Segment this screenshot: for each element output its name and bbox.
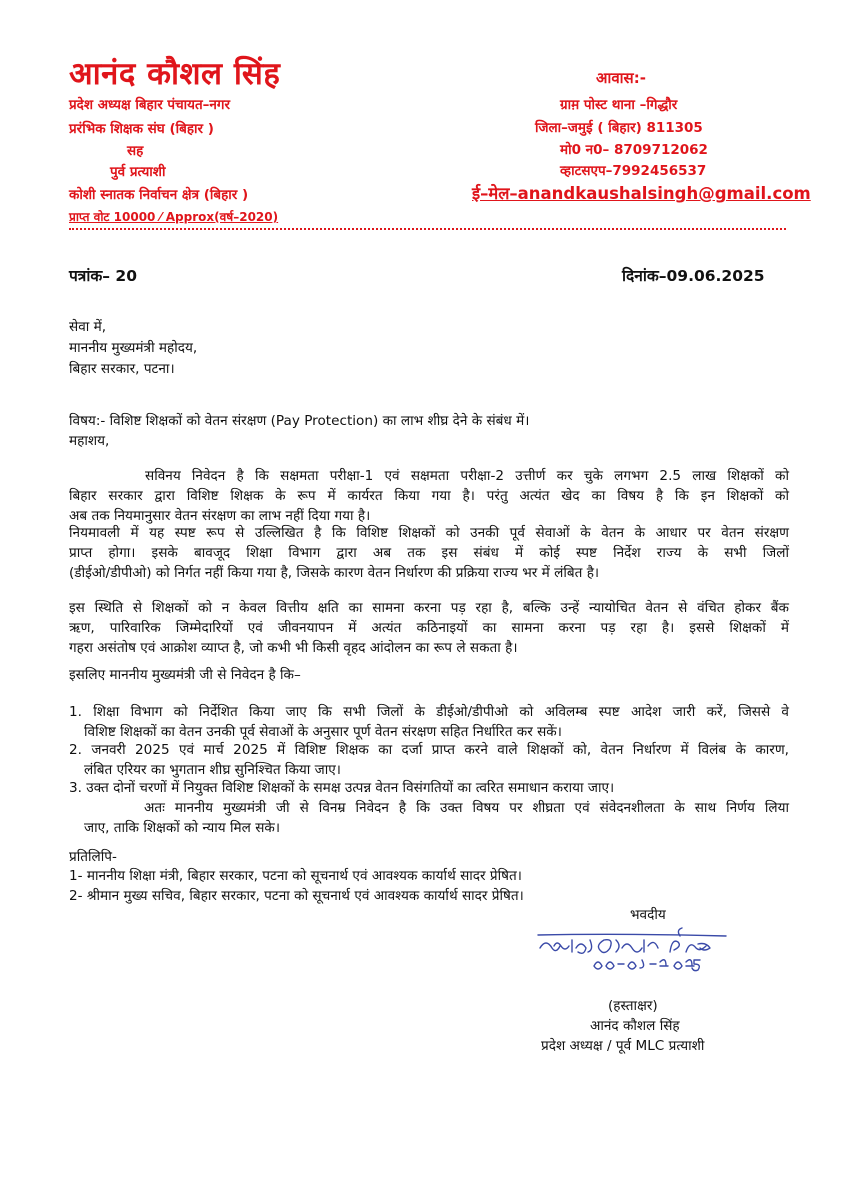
copy-line-2: 2- श्रीमान मुख्य सचिव, बिहार सरकार, पटना को सूचनार्थ एवं आवश्यक कार्यार्थ सादर प्रेषित। (69, 888, 524, 904)
copy-label: प्रतिलिपि- (69, 849, 117, 865)
letterhead-designation-line-1: प्रदेश अध्यक्ष बिहार पंचायत–नगर (69, 97, 231, 113)
signatory-name: आनंद कौशल सिंह (590, 1018, 680, 1034)
letterhead-designation-line-4: पुर्व प्रत्याशी (110, 164, 166, 180)
addressee-line-2: माननीय मुख्यमंत्री महोदय, (69, 340, 198, 356)
signature-headline-stroke (538, 934, 726, 936)
paragraph-2-line: प्राप्त होगा। इसके बावजूद शिक्षा विभाग द्वारा अब तक इस संबंध में कोई स्पष्ट निर्देश राज्य के सभी जिलों (69, 545, 789, 561)
letterhead-designation-line-2: प्ररंभिक शिक्षक संघ (बिहार ) (69, 121, 214, 137)
email-address: ई–मेल–anandkaushalsingh@gmail.com (472, 184, 811, 203)
request-point-line: विशिष्ट शिक्षकों का वेतन उनकी पूर्व सेवाओं के अनुसार पूर्ण वेतन संरक्षण सहित निर्धारित कर सकें। (84, 724, 562, 740)
letterhead-name: आनंद कौशल सिंह (69, 56, 281, 92)
request-point-line: लंबित एरियर का भुगतान शीघ्र सुनिश्चित किया जाए। (84, 762, 341, 778)
mobile-number: मो0 न0– 8709712062 (560, 142, 708, 158)
closing-line: जाए, ताकि शिक्षकों को न्याय मिल सके। (84, 820, 280, 836)
letterhead-designation-line-3: सह (127, 143, 144, 159)
paragraph-1-line: सविनय निवेदन है कि सक्षमता परीक्षा-1 एवं सक्षमता परीक्षा-2 उत्तीर्ण कर चुके लगभग 2.5 लाख शिक्षकों को (145, 468, 789, 484)
closing-line: अतः माननीय मुख्यमंत्री जी से विनम्र निवेदन है कि उक्त विषय पर शीघ्रता एवं संवेदनशीलता के साथ निर्णय लिया (144, 800, 789, 816)
copy-line-1: 1- माननीय शिक्षा मंत्री, बिहार सरकार, पटना को सूचनार्थ एवं आवश्यक कार्यार्थ सादर प्रेषित। (69, 868, 522, 884)
paragraph-3 (69, 598, 789, 658)
paragraph-1-line: अब तक नियमानुसार वेतन संरक्षण का लाभ नहीं दिया गया है। (69, 508, 371, 524)
address-line-2: जिला–जमुई ( बिहार) 811305 (535, 120, 703, 136)
request-point-1 (69, 702, 789, 742)
whatsapp-number: व्हाटसएप–7992456537 (560, 163, 707, 179)
addressee-line-1: सेवा में, (69, 319, 107, 335)
signatory-title: प्रदेश अध्यक्ष / पूर्व MLC प्रत्याशी (541, 1038, 705, 1054)
request-point-2 (69, 740, 789, 780)
request-point-line: 2. जनवरी 2025 एवं मार्च 2025 में विशिष्ट शिक्षक का दर्जा प्राप्त करने वाले शिक्षकों को, वेतन निर्धारण में विलंब के कारण, (69, 742, 789, 758)
salutation: महाशय, (69, 433, 110, 449)
letterhead-votes: प्राप्त वोट 10000 ⁄ Approx(वर्ष–2020) (69, 210, 279, 224)
request-point-line: 1. शिक्षा विभाग को निर्देशित किया जाए कि सभी जिलों के डीईओ/डीपीओ को अविलम्ब स्पष्ट आदेश जारी करें, जिससे वे (69, 704, 789, 720)
request-point-3 (69, 778, 789, 798)
paragraph-2-line: (डीईओ/डीपीओ) को निर्गत नहीं किया गया है, जिसके कारण वेतन निर्धारण की प्रक्रिया राज्य भर में लंबित है। (69, 565, 600, 581)
signature-label: (हस्ताक्षर) (608, 998, 658, 1014)
paragraph-1 (69, 466, 789, 526)
paragraph-3-line: ऋण, पारिवारिक जिम्मेदारियों एवं जीवनयापन में अत्यंत कठिनाइयों का सामना करना पड़ रहा है। इससे शिक्षकों में (69, 620, 789, 636)
letterhead-divider (69, 228, 786, 230)
yours-faithfully: भवदीय (630, 907, 666, 923)
letter-date: दिनांक–09.06.2025 (622, 267, 765, 285)
request-point-line: 3. उक्त दोनों चरणों में नियुक्त विशिष्ट शिक्षकों के समक्ष उत्पन्न वेतन विसंगतियों का त्वरित समाधान कराया जाए। (69, 780, 615, 796)
paragraph-3-line: इस स्थिति से शिक्षकों को न केवल वित्तीय क्षति का सामना करना पड़ रहा है, बल्कि उन्हें न्यायोचित वेतन से वंचित होकर बैंक (69, 600, 789, 616)
paragraph-3-line: गहरा असंतोष एवं आक्रोश व्याप्त है, जो कभी भी किसी वृहद आंदोलन का रूप ले सकता है। (69, 640, 518, 656)
addressee-line-3: बिहार सरकार, पटना। (69, 361, 175, 377)
handwritten-signature (530, 926, 740, 974)
letterhead-designation-line-5: कोशी स्नातक निर्वाचन क्षेत्र (बिहार ) (69, 187, 249, 203)
request-intro: इसलिए माननीय मुख्यमंत्री जी से निवेदन है कि– (69, 667, 301, 683)
closing-paragraph (69, 798, 789, 838)
paragraph-2-line: नियमावली में यह स्पष्ट रूप से उल्लिखित है कि विशिष्ट शिक्षकों को उनकी पूर्व सेवाओं के वेतन के आधार पर वेतन संरक्षण (69, 525, 789, 541)
paragraph-2 (69, 523, 789, 583)
address-label: आवास:- (596, 69, 646, 87)
subject-line: विषय:- विशिष्ट शिक्षकों को वेतन संरक्षण (Pay Protection) का लाभ शीघ्र देने के संबंध में। (69, 413, 530, 429)
address-line-1: ग्राम़ पोस्ट थाना –गिद्धौर (560, 97, 678, 113)
paragraph-1-line: बिहार सरकार द्वारा विशिष्ट शिक्षक के रूप में कार्यरत किया गया है। परंतु अत्यंत खेद का विषय है कि इन शिक्षकों को (69, 488, 789, 504)
letter-number: पत्रांक– 20 (69, 267, 137, 285)
